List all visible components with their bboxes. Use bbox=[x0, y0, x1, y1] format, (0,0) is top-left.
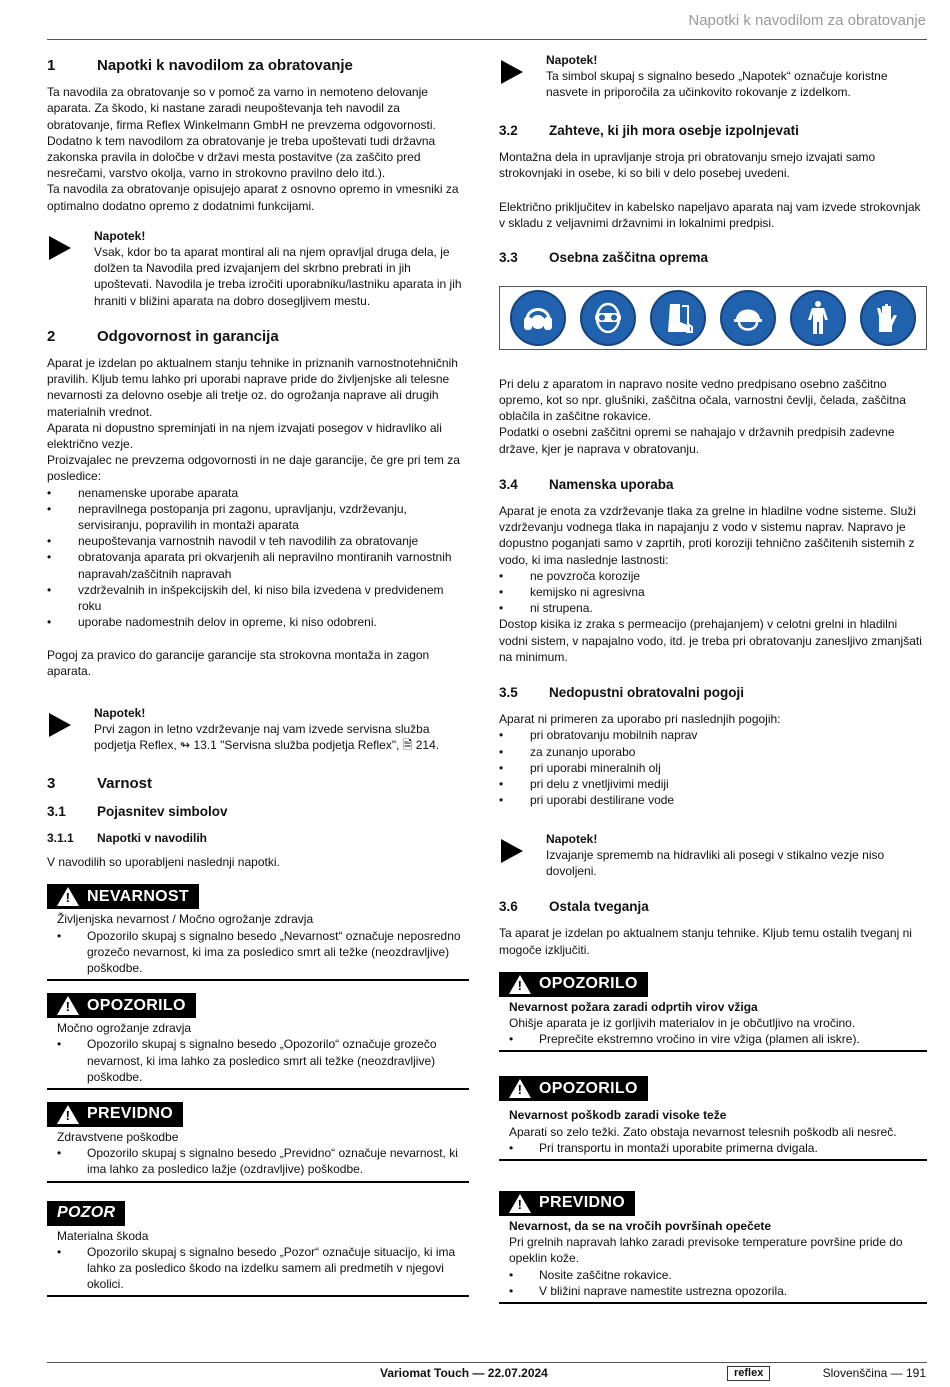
note-symbol-explanation: Napotek! Ta simbol skupaj s signalno besedo „Napotek“ označuje koristne nasvete in priporočila za učinkovito rokovanje z izdelkom. bbox=[499, 52, 927, 101]
s2-paragraph-4: Pogoj za pravico do garancije garancije sta strokovna montaža in zagon aparata. bbox=[47, 647, 430, 678]
s35-paragraph-1: Aparat ni primeren za uporabo pri naslednjih pogojih: bbox=[499, 712, 781, 727]
s1-paragraph-2: Ta navodila za obratovanje opisujejo aparat z osnovno opremo in vmesniki za optimalno dodatno opremo z dodatnimi funkcijami. bbox=[47, 182, 459, 213]
helmet-icon bbox=[720, 290, 776, 346]
s2-liability-list bbox=[47, 485, 469, 631]
list-item: • ne povzroča korozije bbox=[499, 568, 927, 584]
brand-logo: reflex bbox=[727, 1366, 770, 1381]
s32-paragraph-2: Električno priključitev in kabelsko napeljavo aparata naj vam izvede strokovnjak v skladu z veljavnimi državnimi in lokalnimi predpisi. bbox=[499, 200, 921, 231]
section-3-6-heading: 3.6 Ostala tveganja bbox=[499, 899, 649, 915]
s34-paragraph-1: Aparat je enota za vzdrževanje tlaka za grelne in hladilne vodne sisteme. Služi vzdrževanju vodnega tlaka in napajanju z vodo v sistemu naprav. Napravo je dopustno poganjati samo v zaprtih, proti koroziji tehnično zaščitenih sistemih z vodo, ki ima naslednje lastnosti: bbox=[499, 504, 916, 567]
warning-triangle-icon: ! bbox=[509, 1079, 531, 1098]
list-item: • Nosite zaščitne rokavice. bbox=[509, 1267, 927, 1283]
note-s1: Napotek! Vsak, kdor bo ta aparat montiral ali na njem opravljal druga dela, je dolžen ta Navodila pred izvajanjem del skrbno prebrati in jih upoštevati. Navodila je treba izročiti uporabniku/lastniku aparata in jih hraniti v bližini aparata na dobro dosegljivem mestu. bbox=[47, 228, 469, 309]
warning-weight: ! OPOZORILO Nevarnost poškodb zaradi visoke teže Aparati so zelo težki. Zato obstaja nevarnost telesnih poškodb ali nesreč. • Pri transportu in montaži uporabite primerna dvigala. bbox=[499, 1076, 927, 1161]
left-column bbox=[47, 50, 469, 1309]
list-item: • neupoštevanja varnostnih navodil v teh navodilih za obratovanje bbox=[47, 533, 469, 549]
warning-fire: ! OPOZORILO Nevarnost požara zaradi odprtih virov vžiga Ohišje aparata je iz gorljivih materialov in je občutljivo na vročino. • Preprečite ekstremno vročino in vire vžiga (plamen ali iskre). bbox=[499, 972, 927, 1053]
section-3-5-heading: 3.5 Nedopustni obratovalni pogoji bbox=[499, 685, 744, 701]
s32-paragraph-1: Montažna dela in upravljanje stroja pri obratovanju smejo izvajati samo strokovnjaki in osebe, ki so bili v delo posebej uvedeni. bbox=[499, 149, 876, 181]
note-arrow-icon bbox=[501, 60, 523, 84]
section-3-1-heading: 3.1 Pojasnitev simbolov bbox=[47, 803, 228, 819]
list-item: • pri delu z vnetljivimi mediji bbox=[499, 776, 927, 792]
note-s2: Napotek! Prvi zagon in letno vzdrževanje naj vam izvede servisna služba podjetja Reflex, ↬ 13.1 "Servisna služba podjetja Reflex", 🗎 214. bbox=[47, 705, 469, 754]
note-arrow-icon bbox=[49, 236, 71, 260]
warning-triangle-icon: ! bbox=[57, 887, 79, 906]
s1-paragraph-1: Ta navodila za obratovanje so v pomoč za varno in nemoteno delovanje aparata. Za škodo, ki nastane zaradi neupoštevanja teh navodil za obratovanje, firma Reflex Winkelmann GmbH ne prevzema odgovornosti. Dodatno k tem navodilom za obratovanje je treba upoštevati tudi državna zakonska pravila in določbe v državi mesta postavitve (za zaščito pred nesrečami, varstvo okolja, varno in strokovno pravilno delo itd.). bbox=[47, 85, 436, 181]
list-item: • Preprečite ekstremno vročino in vire vžiga (plamen ali iskre). bbox=[509, 1031, 927, 1047]
warning-badge: ! OPOZORILO bbox=[47, 993, 196, 1018]
note-s35: Napotek! Izvajanje sprememb na hidravliki ali posegi v stikalno vezje niso dovoljeni. bbox=[499, 831, 927, 880]
section-3-3-heading: 3.3 Osebna zaščitna oprema bbox=[499, 249, 709, 265]
warning-nevarnost: ! NEVARNOST Življenjska nevarnost / Močno ogrožanje zdravja • Opozorilo skupaj s signalno besedo „Nevarnost“ označuje neposredno grozečo nevarnost, ki ima za posledico smrt ali težke (neozdravljive) poškodbe. bbox=[47, 884, 469, 981]
list-item: • Opozorilo skupaj s signalno besedo „Pozor“ označuje situacijo, ki ima lahko za posledico škodo na izdelku samem ali predmetih v njegovi okolici. bbox=[57, 1244, 469, 1293]
section-3-2-heading: 3.2 Zahteve, ki jih mora osebje izpolnjevati bbox=[499, 122, 799, 138]
list-item: • Opozorilo skupaj s signalno besedo „Nevarnost“ označuje neposredno grozečo nevarnost, ki ima za posledico smrt ali težke (neozdravljive) poškodbe. bbox=[57, 928, 469, 977]
running-header: Napotki k navodilom za obratovanje bbox=[688, 12, 926, 29]
footer-page: Slovenščina — 191 bbox=[822, 1366, 926, 1380]
section-3-1-1-heading: 3.1.1 Napotki v navodilih bbox=[47, 830, 208, 845]
s36-paragraph-1: Ta aparat je izdelan po aktualnem stanju tehnike. Kljub temu ostalih tveganj ni mogoče izključiti. bbox=[499, 926, 912, 957]
list-item: • kemijsko ni agresivna bbox=[499, 584, 927, 600]
warning-triangle-icon: ! bbox=[57, 996, 79, 1015]
s33-paragraph-2: Podatki o osebni zaščitni opremi se nahajajo v državnih predpisih zadevne države, kjer je naprava v obratovanju. bbox=[499, 425, 895, 456]
list-item: • za zunanjo uporabo bbox=[499, 744, 927, 760]
warning-triangle-icon: ! bbox=[57, 1105, 79, 1124]
warning-hot-surfaces: ! PREVIDNO Nevarnost, da se na vročih površinah opečete Pri grelnih napravah lahko zaradi previsoke temperature površine pride do opeklin kože. • Nosite zaščitne rokavice. • V bližini naprave namestite ustrezna opozorila. bbox=[499, 1191, 927, 1304]
list-item: • pri uporabi mineralnih olj bbox=[499, 760, 927, 776]
warning-badge: ! OPOZORILO bbox=[499, 972, 648, 997]
list-item: • Opozorilo skupaj s signalno besedo „Previdno“ označuje nevarnost, ki ima lahko za posledico lažje (ozdravljive) poškodbe. bbox=[57, 1145, 469, 1177]
list-item: • nepravilnega postopanja pri zagonu, upravljanju, vzdrževanju, servisiranju, popravilih in montaži aparata bbox=[47, 501, 469, 533]
warning-opozorilo: ! OPOZORILO Močno ogrožanje zdravja • Opozorilo skupaj s signalno besedo „Opozorilo“ označuje grozečo nevarnost, ki ima lahko za posledico smrt ali težke (neozdravljive) poškodbe. bbox=[47, 993, 469, 1090]
warning-triangle-icon: ! bbox=[509, 975, 531, 994]
s311-paragraph: V navodilih so uporabljeni naslednji napotki. bbox=[47, 855, 280, 870]
ear-protection-icon bbox=[510, 290, 566, 346]
caution-badge: ! PREVIDNO bbox=[47, 1102, 183, 1127]
list-item: • Pri transportu in montaži uporabite primerna dvigala. bbox=[509, 1140, 927, 1156]
footer-document: Variomat Touch — 22.07.2024 bbox=[380, 1366, 548, 1380]
right-column bbox=[499, 50, 927, 1316]
goggles-icon bbox=[580, 290, 636, 346]
section-3-4-heading: 3.4 Namenska uporaba bbox=[499, 476, 674, 492]
s34-paragraph-2: Dostop kisika iz zraka s permeacijo (prehajanjem) v celotni grelni in hladilni vodni sistem, v napajalno vodo, itd. je treba pri obratovanju zanesljivo zmanjšati na minimum. bbox=[499, 617, 922, 664]
section-1-heading: 1 Napotki k navodilom za obratovanje bbox=[47, 57, 353, 74]
list-item: • ni strupena. bbox=[499, 600, 927, 616]
list-item: • V bližini naprave namestite ustrezna opozorila. bbox=[509, 1283, 927, 1299]
list-item: • nenamenske uporabe aparata bbox=[47, 485, 469, 501]
s2-paragraph-3: Proizvajalec ne prevzema odgovornosti in ne daje garancije, če gre pri tem za posledice: bbox=[47, 453, 460, 484]
header-divider bbox=[47, 39, 927, 40]
section-2-heading: 2 Odgovornost in garancija bbox=[47, 327, 279, 345]
note-arrow-icon bbox=[501, 839, 523, 863]
s34-water-properties bbox=[499, 568, 927, 617]
notice-badge: POZOR bbox=[47, 1201, 125, 1226]
s2-paragraph-2: Aparata ni dopustno spreminjati in na njem izvajati posegov v hidravliko ali električno vezje. bbox=[47, 420, 442, 452]
s2-paragraph-1: Aparat je izdelan po aktualnem stanju tehnike in priznanih varnostnotehničnih pravilih. Kljub temu lahko pri uporabi naprave pride do življenjske ali telesne nevarnosti za delovno osebje ali tretje oz. do ogrožanja naprave ali drugih materialnih vrednot. bbox=[47, 356, 458, 419]
note-arrow-icon bbox=[49, 713, 71, 737]
list-item: • pri uporabi destilirane vode bbox=[499, 792, 927, 808]
protective-clothing-icon bbox=[790, 290, 846, 346]
safety-boots-icon bbox=[650, 290, 706, 346]
list-item: • vzdrževalnih in inšpekcijskih del, ki niso bila izvedena v predvidenem roku bbox=[47, 582, 469, 614]
list-item: • Opozorilo skupaj s signalno besedo „Opozorilo“ označuje grozečo nevarnost, ki ima lahko za posledico smrt ali težke (neozdravljive) poškodbe. bbox=[57, 1036, 469, 1085]
warning-badge: ! OPOZORILO bbox=[499, 1076, 648, 1101]
s33-paragraph-1: Pri delu z aparatom in napravo nosite vedno predpisano osebno zaščitno opremo, kot so npr. glušniki, zaščitna očala, varnostni čevlji, čelada, zaščitna oblačila in zaščitne rokavice. bbox=[499, 376, 906, 424]
gloves-icon bbox=[860, 290, 916, 346]
section-3-heading: 3 Varnost bbox=[47, 774, 153, 792]
list-item: • pri obratovanju mobilnih naprav bbox=[499, 727, 927, 743]
s35-conditions-list bbox=[499, 727, 927, 808]
danger-badge: ! NEVARNOST bbox=[47, 884, 199, 909]
warning-previdno: ! PREVIDNO Zdravstvene poškodbe • Opozorilo skupaj s signalno besedo „Previdno“ označuje nevarnost, ki ima lahko za posledico lažje (ozdravljive) poškodbe. bbox=[47, 1102, 469, 1183]
caution-badge: ! PREVIDNO bbox=[499, 1191, 635, 1216]
warning-pozor: POZOR Materialna škoda • Opozorilo skupaj s signalno besedo „Pozor“ označuje situacijo, ki ima lahko za posledico škodo na izdelku samem ali predmetih v njegovi okolici. bbox=[47, 1201, 469, 1298]
list-item: • obratovanja aparata pri okvarjenih ali nepravilno montiranih varnostnih napravah/zaščitnih napravah bbox=[47, 549, 469, 581]
warning-triangle-icon: ! bbox=[509, 1194, 531, 1213]
list-item: • uporabe nadomestnih delov in opreme, ki niso odobreni. bbox=[47, 614, 469, 630]
footer-divider bbox=[47, 1362, 927, 1363]
ppe-pictograms bbox=[499, 286, 927, 350]
